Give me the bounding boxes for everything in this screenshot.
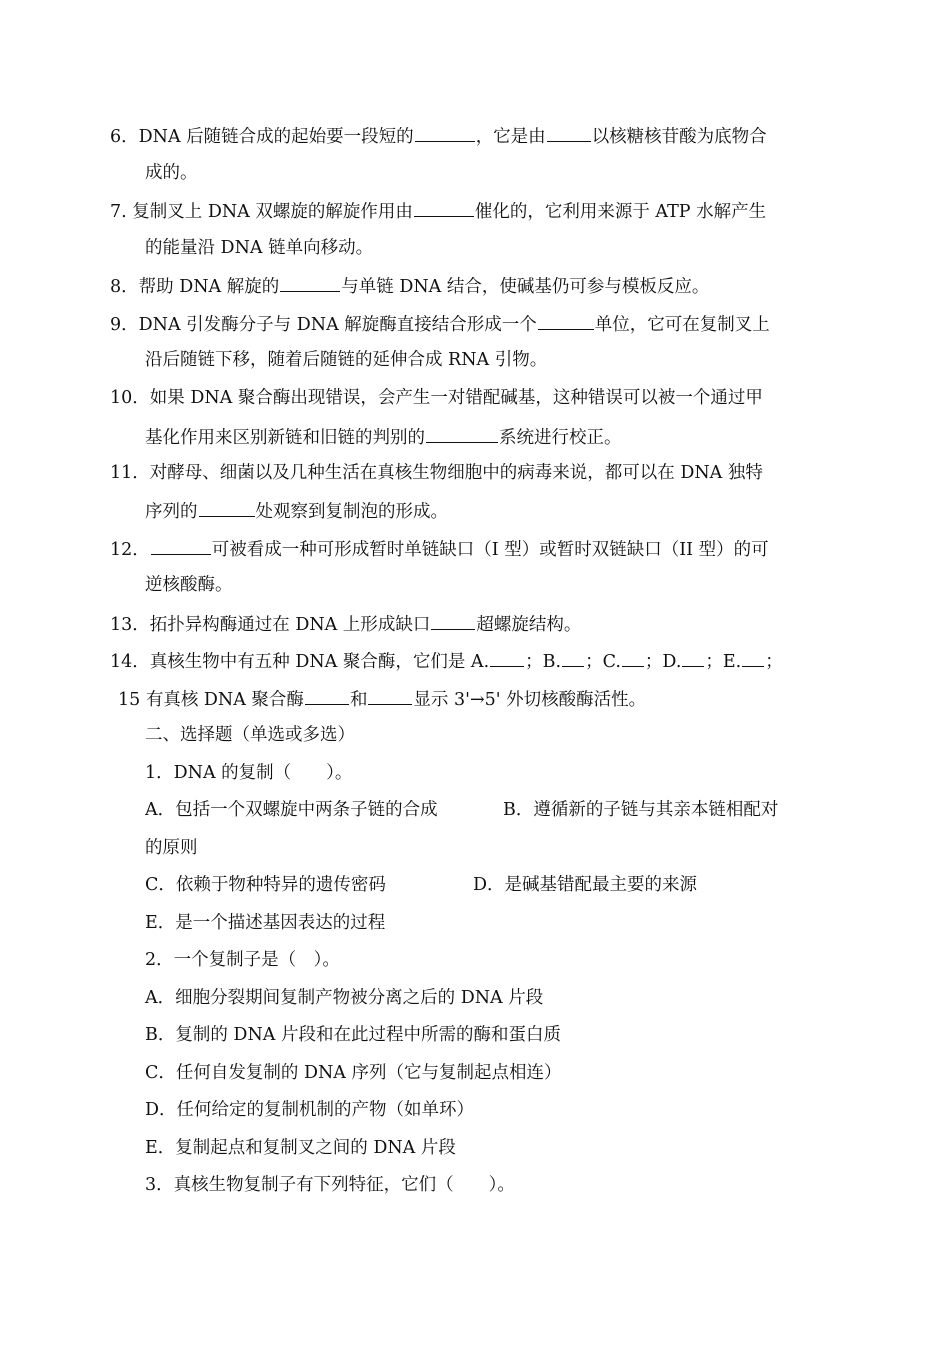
q15-line: 15 有真核 DNA 聚合酶 和 显示 3'→5' 外切核酸酶活性。 — [118, 686, 646, 712]
answer-blank[interactable] — [151, 536, 211, 555]
mc2-option-d[interactable]: D．任何给定的复制机制的产物（如单环） — [145, 1100, 475, 1120]
mc1-option-c[interactable]: C．依赖于物种特异的遗传密码 — [145, 875, 386, 895]
mc1-option-e[interactable]: E．是一个描述基因表达的过程 — [145, 913, 386, 933]
mc1-option-b[interactable]: B．遵循新的子链与其亲本链相配对 — [503, 800, 779, 820]
answer-blank[interactable] — [414, 198, 474, 217]
mc2-option-b[interactable]: B．复制的 DNA 片段和在此过程中所需的酶和蛋白质 — [145, 1025, 561, 1045]
answer-blank[interactable] — [547, 123, 591, 142]
answer-blank[interactable] — [742, 648, 764, 667]
q12-line2: 逆核酸酶。 — [145, 575, 233, 595]
mc2-option-e[interactable]: E．复制起点和复制叉之间的 DNA 片段 — [145, 1138, 456, 1158]
q13-line: 13．拓扑异构酶通过在 DNA 上形成缺口 超螺旋结构。 — [110, 611, 581, 637]
answer-blank[interactable] — [426, 424, 498, 443]
mc2-option-a[interactable]: A．细胞分裂期间复制产物被分离之后的 DNA 片段 — [145, 988, 544, 1008]
q12-line1: 12． 可被看成一种可形成暂时单链缺口（I 型）或暂时双链缺口（II 型）的可 — [110, 536, 769, 562]
q10-line1: 10．如果 DNA 聚合酶出现错误，会产生一对错配碱基，这种错误可以被一个通过甲 — [110, 388, 763, 408]
answer-blank[interactable] — [431, 611, 475, 630]
answer-blank[interactable] — [368, 686, 412, 705]
mc1-option-a[interactable]: A．包括一个双螺旋中两条子链的合成 — [145, 800, 438, 820]
q9-line1: 9．DNA 引发酶分子与 DNA 解旋酶直接结合形成一个 单位，它可在复制叉上 — [110, 311, 770, 337]
answer-blank[interactable] — [622, 648, 644, 667]
answer-blank[interactable] — [280, 273, 340, 292]
answer-blank[interactable] — [415, 123, 475, 142]
answer-blank[interactable] — [682, 648, 704, 667]
answer-blank[interactable] — [305, 686, 349, 705]
q14-line: 14．真核生物中有五种 DNA 聚合酶，它们是 A. ；B. ；C. ；D. ；E. ； — [110, 648, 783, 674]
mc1-option-d[interactable]: D．是碱基错配最主要的来源 — [473, 875, 698, 895]
q6-line1: 6．DNA 后随链合成的起始要一段短的 ，它是由 以核糖核苷酸为底物合 — [110, 123, 767, 149]
mc1-option-b-cont: 的原则 — [145, 838, 198, 858]
q10-line2: 基化作用来区别新链和旧链的判别的 系统进行校正。 — [145, 424, 622, 450]
mc3-stem: 3．真核生物复制子有下列特征，它们（ ）。 — [145, 1175, 515, 1195]
mc2-stem: 2．一个复制子是（ ）。 — [145, 950, 340, 970]
q6-line2: 成的。 — [145, 163, 198, 183]
answer-blank[interactable] — [490, 648, 524, 667]
answer-blank[interactable] — [538, 311, 594, 330]
q9-line2: 沿后随链下移，随着后随链的延伸合成 RNA 引物。 — [145, 350, 548, 370]
answer-blank[interactable] — [199, 498, 255, 517]
q8-line: 8．帮助 DNA 解旋的 与单链 DNA 结合，使碱基仍可参与模板反应。 — [110, 273, 709, 299]
q11-line1: 11．对酵母、细菌以及几种生活在真核生物细胞中的病毒来说，都可以在 DNA 独特 — [110, 463, 763, 483]
answer-blank[interactable] — [562, 648, 584, 667]
q11-line2: 序列的 处观察到复制泡的形成。 — [145, 498, 448, 524]
mc2-option-c[interactable]: C．任何自发复制的 DNA 序列（它与复制起点相连） — [145, 1063, 562, 1083]
mc1-stem: 1．DNA 的复制（ ）。 — [145, 763, 353, 783]
q7-line1: 7. 复制叉上 DNA 双螺旋的解旋作用由 催化的，它利用来源于 ATP 水解产生 — [110, 198, 766, 224]
section-heading: 二、选择题（单选或多选） — [145, 725, 355, 745]
q7-line2: 的能量沿 DNA 链单向移动。 — [145, 238, 374, 258]
